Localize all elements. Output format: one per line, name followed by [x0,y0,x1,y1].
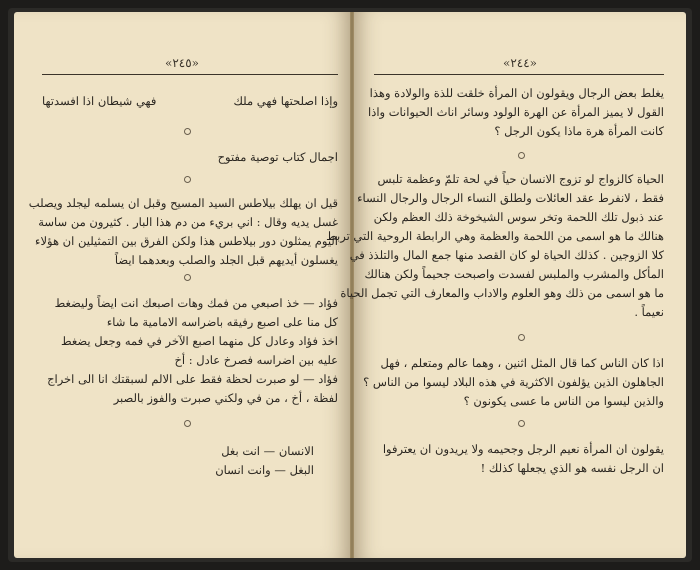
paragraph-people [363,354,664,411]
dialogue-speaker: البغل [289,463,314,477]
text-line: يغلط بعض الرجال ويقولون ان المرأة خلقت للذة والولادة وهذا [369,86,664,100]
text-line: فؤاد — لو صبرت لحظة فقط على الالم لسبقتك انا الى اخراج [47,372,338,386]
open-book [8,8,692,562]
verse-right: وإذا اصلحتها فهي ملك [233,94,338,108]
text-line: كل منا على اصبع رفيقه باضراسه الامامية ما شاء [106,315,338,329]
header-rule [374,74,664,75]
left-page [14,12,350,558]
text-line: الحياة كالزواج لو تزوج الانسان حياً في لحة تلمّ وعظمة تلبس [377,172,664,186]
text-line: اخذ فؤاد وعادل كل منهما اصبع الآخر في فمه وجعل يضغط [60,334,338,348]
text-line: ما هو اسمى من ذلك وهو العلوم والاداب والمعارف التي تجمل الحياة [340,286,664,300]
separator-dot [184,274,191,281]
text-line: لفظة ، أخ ، من في ولكني صبرت والفوز بالصبر [113,391,338,405]
heading-text: اجمال كتاب توصية مفتوح [217,150,338,164]
text-line: والذين ليسوا من الناس ما عسى يكونون ؟ [463,394,664,408]
text-line: اذا كان الناس كما قال المثل اثنين ، وهما عالم ومتعلم ، فهل [380,356,664,370]
text-line: هنالك ما هو اسمى من اللحمة والعظمة وهي الرابطة الروحية التي تربط [326,229,664,243]
paragraph-woman-cat [368,84,664,141]
dialogue-text: انت بغل [221,444,261,458]
text-line: المأكل والمشرب والملبس لفسدت واصبحت جحيماً ولكن هنالك [364,267,664,281]
text-line: كلا الزوجين . كذلك الحياة لو كان القصد منها جمع المال والتلذذ في [349,248,664,262]
text-line: فؤاد — خذ اصبعي من فمك وهات اصبعك انت ايضاً وليضغط [54,296,338,310]
text-line: قيل ان يهلك بيلاطس السيد المسيح وقبل ان يسلمه ليجلد ويصلب [28,196,338,210]
text-line: غسل يديه وقال : اني بريء من دم هذا البار . كثيرون من ساسة [38,215,338,229]
paragraph-woman-heaven [378,440,664,478]
text-line: كانت المرأة هرة ماذا يكون الرجل ؟ [494,124,664,138]
verse-left: فهي شيطان اذا افسدتها [42,94,157,108]
separator-dot [184,176,191,183]
dialogue-text: وانت انسان [215,463,271,477]
paragraph-pilate [28,194,338,270]
left-page-number: «٢٤٥» [164,56,200,70]
right-page-number-value: ٢٤٤ [510,56,530,70]
separator-dot [518,152,525,159]
text-line: يغسلون أيديهم قبل الجلد والصلب وبعدهما ايضاً [114,253,338,267]
right-page [326,12,686,558]
dialogue-speaker: الانسان [278,444,314,458]
text-line: عليه بين اضراسه فصرخ عادل : أخ [174,353,338,367]
text-line: اليوم يمثلون دور بيلاطس هذا ولكن الفرق بين التمثيلين ان هؤلاء [35,234,338,248]
text-line: الجاهلون الذين يؤلفون الاكثرية في هذه البلاد ليسوا من الناس ؟ [363,375,664,389]
text-line: ان الرجل نفسه هو الذي يجعلها كذلك ! [480,461,664,475]
text-line: فقط ، لانفرط عقد العائلات ولطلق النساء الرجال والرجال النساء [357,191,664,205]
text-line: نعيماً . [634,305,664,319]
text-line: القول لا يميز المرأة عن الهرة الولود وسائر اناث الحيوانات واذا [368,105,664,119]
dialogue [154,442,314,480]
verse-top [42,92,338,111]
separator-dot [184,128,191,135]
paragraph-fouad [42,294,338,408]
text-line: عند ذبول تلك اللحمة وتخر سوس الشيخوخة ذلك العظم ولكن [373,210,664,224]
paragraph-life-marriage [326,170,664,322]
text-line: يقولون ان المرأة نعيم الرجل وجحيمه ولا يريدون ان يعترفوا [382,442,664,456]
left-page-number-value: ٢٤٥ [172,56,192,70]
separator-dot [518,420,525,427]
separator-dot [518,334,525,341]
right-page-number: «٢٤٤» [502,56,538,70]
separator-dot [184,420,191,427]
heading [42,148,338,167]
dialogue-line: الانسان — انت بغل [221,444,314,458]
dialogue-line: البغل — وانت انسان [215,463,314,477]
header-rule [42,74,338,75]
